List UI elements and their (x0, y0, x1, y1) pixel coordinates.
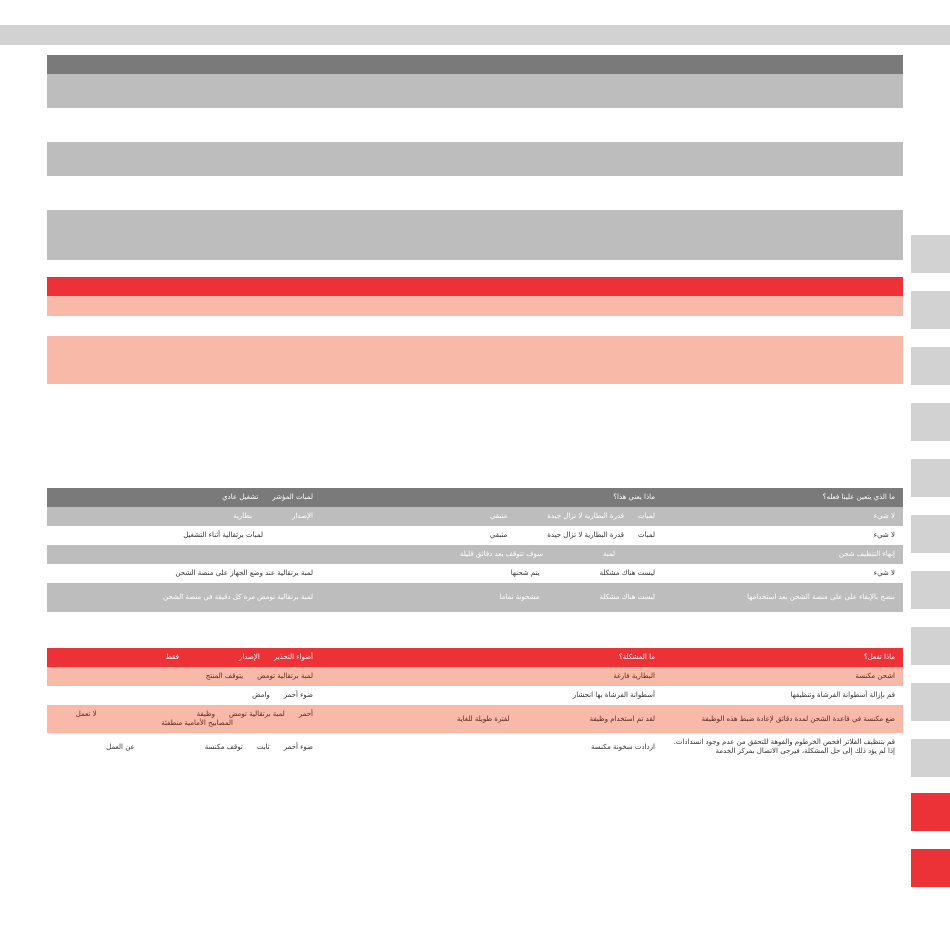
row-light: ضوء أحمر ثابت توقف مكنسة عن العمل (106, 742, 313, 751)
header-action: ما الذي يتعين علينا فعله؟ (822, 493, 895, 501)
row-light: لمبات برتقالية أثناء التشغيل (183, 531, 263, 539)
row-meaning: لمبات قدرة البطارية لا تزال جيدة متبقي (489, 512, 655, 520)
gray-band-2 (47, 142, 903, 176)
side-tab[interactable] (911, 571, 950, 609)
side-tab[interactable] (911, 515, 950, 553)
table-row (47, 705, 903, 733)
header-problem: ما المشكلة؟ (618, 653, 655, 661)
side-tab[interactable] (911, 291, 950, 329)
pink-band-2 (47, 336, 903, 384)
row-action: لا شيء (873, 531, 895, 539)
table-row (47, 545, 903, 564)
header-light: لمبات المؤشر تشغيل عادي (222, 493, 313, 501)
top-bar (0, 25, 950, 45)
header-action: ماذا تفعل؟ (863, 653, 895, 661)
side-tab[interactable] (911, 683, 950, 721)
side-tab-active[interactable] (911, 793, 950, 831)
side-tab[interactable] (911, 739, 950, 777)
gray-header-band (47, 55, 903, 74)
header-light: أضواء التحذير الإصدار فقط (165, 653, 313, 661)
table-row (47, 526, 903, 545)
side-tab-active[interactable] (911, 849, 950, 887)
row-light: لمبة برتقالية عند وضع الجهاز على منصة الشحن (175, 569, 313, 577)
row-problem: لقد تم استخدام وظيفة لفترة طويلة للغاية (456, 714, 655, 723)
row-action: اشحن مكنسة (855, 672, 895, 680)
row-meaning: لمبة سوف تتوقف بعد دقائق قليلة (459, 550, 615, 558)
row-light: الإصدار بطارية (233, 512, 313, 520)
table-row (47, 686, 903, 705)
row-light: لمبة برتقالية تومض يتوقف المنتج (205, 672, 313, 680)
red-header-band (47, 277, 903, 296)
table-row (47, 564, 903, 583)
table-row (47, 667, 903, 686)
table-row (47, 733, 903, 761)
row-problem: البطارية فارغة (613, 672, 655, 680)
table-row (47, 507, 903, 526)
side-tab[interactable] (911, 347, 950, 385)
table-header (47, 488, 903, 507)
indicator-table (47, 488, 903, 612)
warning-table (47, 648, 903, 761)
table-row (47, 583, 903, 612)
side-tab[interactable] (911, 627, 950, 665)
row-meaning: لمبات قدرة البطارية لا تزال جيدة متبقي (489, 531, 655, 539)
row-action: قم بإزالة أسطوانة الفرشاة وتنظيفها (790, 691, 895, 699)
table-header (47, 648, 903, 667)
row-action: إنهاء التنظيف شحن (838, 550, 895, 558)
row-action: قم بتنظيف الفلاتر افحص الخرطوم والفوهة للتحقق من عدم وجود انسدادات. إذا لم يؤد ذلك إلى حل المشكلة، فيرجى الاتصال بمركز الخدمة (673, 738, 895, 755)
side-tab[interactable] (911, 459, 950, 497)
row-problem: ازدادت سخونة مكنسة (591, 742, 655, 751)
row-light (53, 545, 313, 564)
row-meaning: ليست هناك مشكلة يتم شحنها (510, 569, 655, 577)
row-light: أحمرلمبة برتقالية تومضوظيفةلا تعمل المصابيح الأمامية منطفئة (75, 710, 313, 727)
gray-band-1 (47, 74, 903, 108)
row-action: لا شيء (873, 569, 895, 577)
side-tab[interactable] (911, 235, 950, 273)
row-action: لا شيء (873, 512, 895, 520)
row-light: ضوء أحمر وامض (252, 691, 313, 699)
row-problem: أسطوانة الفرشاة بها انحشار (572, 691, 655, 699)
gray-band-3 (47, 210, 903, 260)
row-action: ضع مكنسة في قاعدة الشحن لمدة دقائق لإعادة ضبط هذه الوظيفة (701, 714, 895, 723)
side-tab[interactable] (911, 403, 950, 441)
pink-band-1 (47, 296, 903, 316)
row-action: ننصح بالإبقاء على على منصة الشحن بعد استخدامها (747, 593, 895, 601)
row-light: لمبة برتقالية تومض مرة كل دقيقة في منصة الشحن (163, 593, 313, 601)
row-meaning: ليست هناك مشكلة مشحونة تماما (499, 593, 655, 601)
header-meaning: ماذا يعني هذا؟ (613, 493, 655, 501)
